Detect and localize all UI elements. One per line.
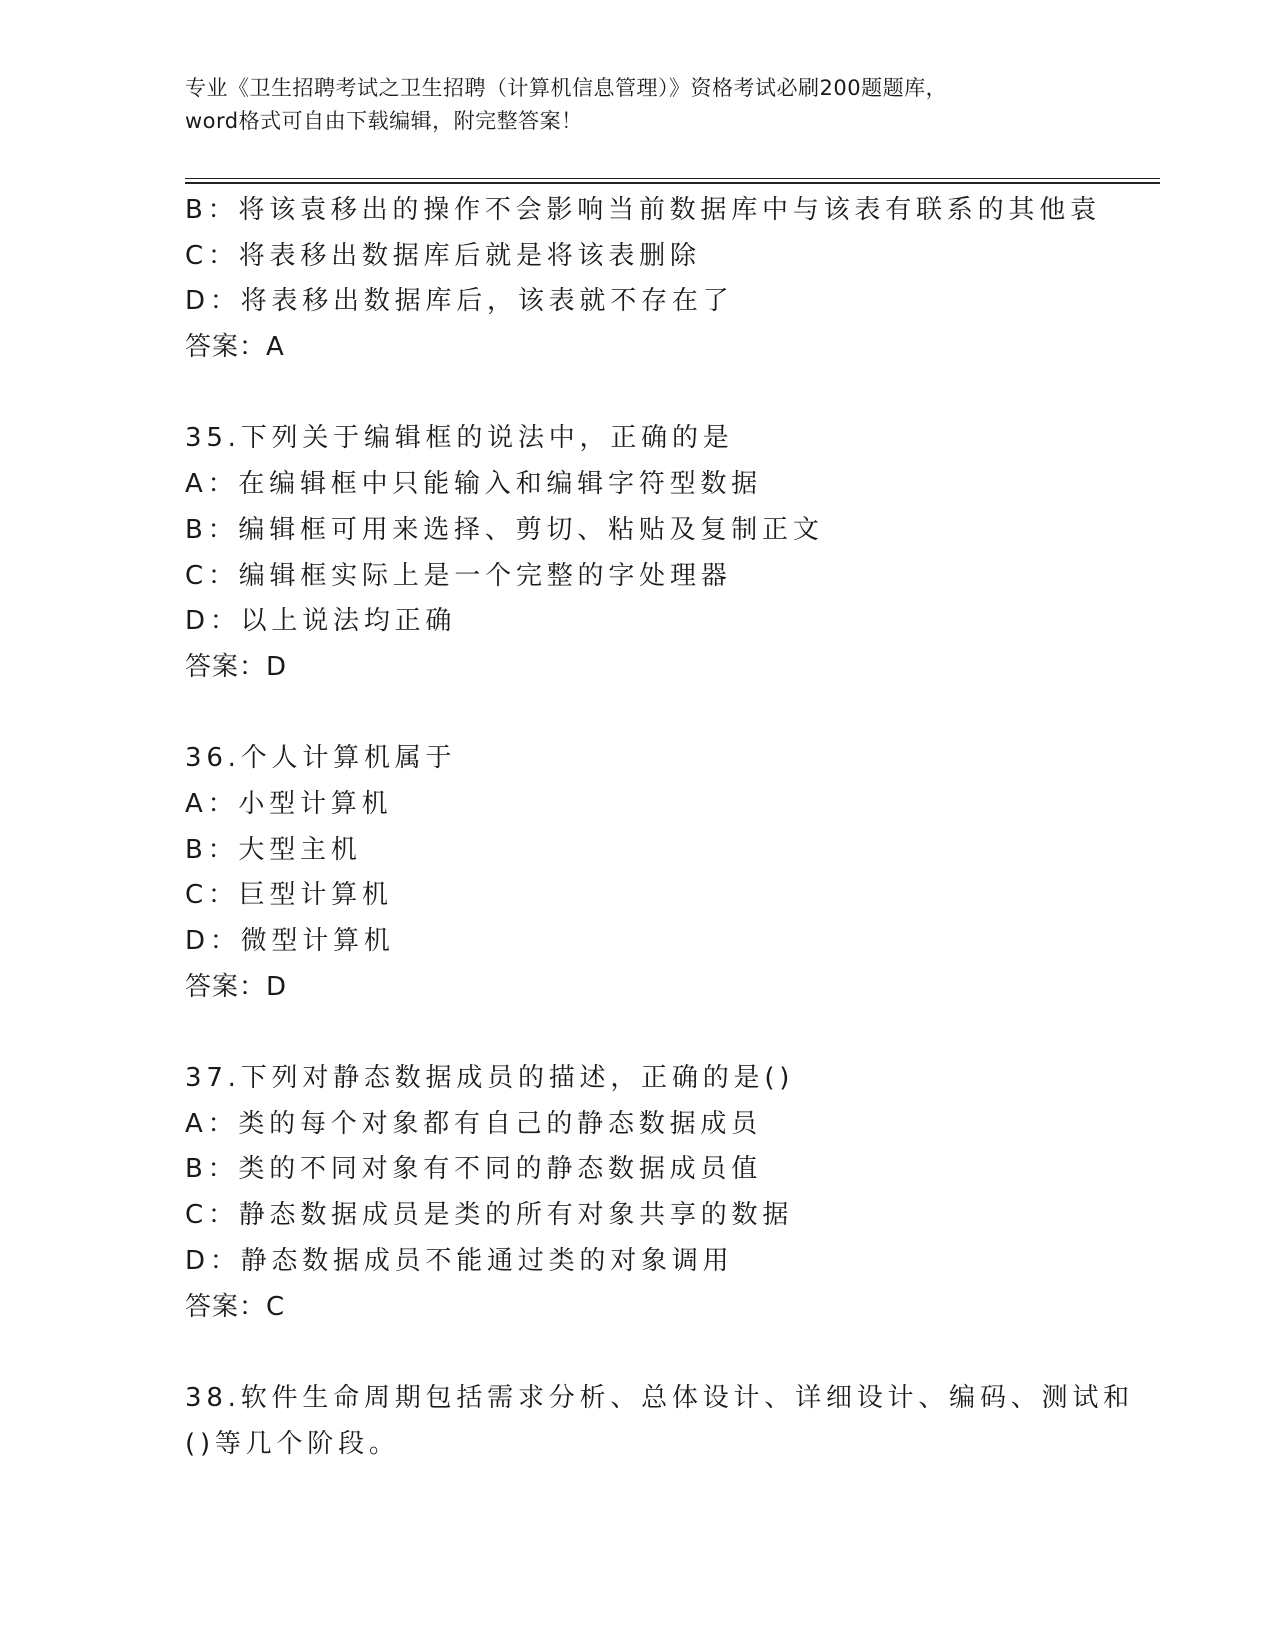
- option-b: B：编辑框可用来选择、剪切、粘贴及复制正文: [185, 514, 824, 545]
- answer-line: 答案：D: [185, 971, 288, 1002]
- option-c: C：巨型计算机: [185, 880, 393, 911]
- question-block-37: [185, 1056, 1145, 1330]
- block-spacer: [185, 371, 1145, 417]
- answer-line: 答案：A: [185, 332, 285, 363]
- block-spacer: [185, 1330, 1145, 1376]
- header-title-line-2: word格式可自由下载编辑，附完整答案！: [185, 109, 583, 133]
- question-block-38: [185, 1376, 1145, 1467]
- header-divider-thin: [185, 178, 1160, 179]
- option-d: D：微型计算机: [185, 926, 395, 956]
- option-b: B：将该袁移出的操作不会影响当前数据库中与该表有联系的其他袁: [185, 195, 1101, 225]
- question-text: 38.软件生命周期包括需求分析、总体设计、详细设计、编码、测试和: [185, 1382, 1134, 1413]
- question-block-36: [185, 736, 1145, 1010]
- option-a: A：小型计算机: [185, 788, 393, 819]
- block-spacer: [185, 1010, 1145, 1056]
- question-block-35: [185, 416, 1145, 690]
- question-text-continued: ()等几个阶段。: [185, 1428, 400, 1459]
- page-header: [185, 72, 1085, 138]
- question-block-34: [185, 188, 1145, 371]
- block-spacer: [185, 691, 1145, 737]
- answer-line: 答案：C: [185, 1291, 286, 1322]
- option-c: C：静态数据成员是类的所有对象共享的数据: [185, 1200, 794, 1231]
- option-d: D：将表移出数据库后，该表就不存在了: [185, 286, 734, 317]
- option-c: C：编辑框实际上是一个完整的字处理器: [185, 560, 732, 591]
- option-b: B：大型主机: [185, 834, 362, 865]
- question-text: 36.个人计算机属于: [185, 743, 457, 774]
- option-d: D：以上说法均正确: [185, 606, 457, 637]
- option-a: A：在编辑框中只能输入和编辑字符型数据: [185, 469, 762, 500]
- option-b: B：类的不同对象有不同的静态数据成员值: [185, 1154, 763, 1185]
- question-text: 35.下列关于编辑框的说法中，正确的是: [185, 423, 734, 454]
- question-list: [185, 188, 1145, 1467]
- header-divider-thick: [185, 182, 1160, 184]
- option-c: C：将表移出数据库后就是将该表删除: [185, 240, 701, 271]
- header-title-line-1: 专业《卫生招聘考试之卫生招聘（计算机信息管理）》资格考试必刷200题题库，: [185, 76, 948, 100]
- option-d: D：静态数据成员不能通过类的对象调用: [185, 1245, 734, 1276]
- question-text: 37.下列对静态数据成员的描述，正确的是(): [185, 1063, 795, 1094]
- option-a: A：类的每个对象都有自己的静态数据成员: [185, 1108, 762, 1139]
- answer-line: 答案：D: [185, 651, 288, 682]
